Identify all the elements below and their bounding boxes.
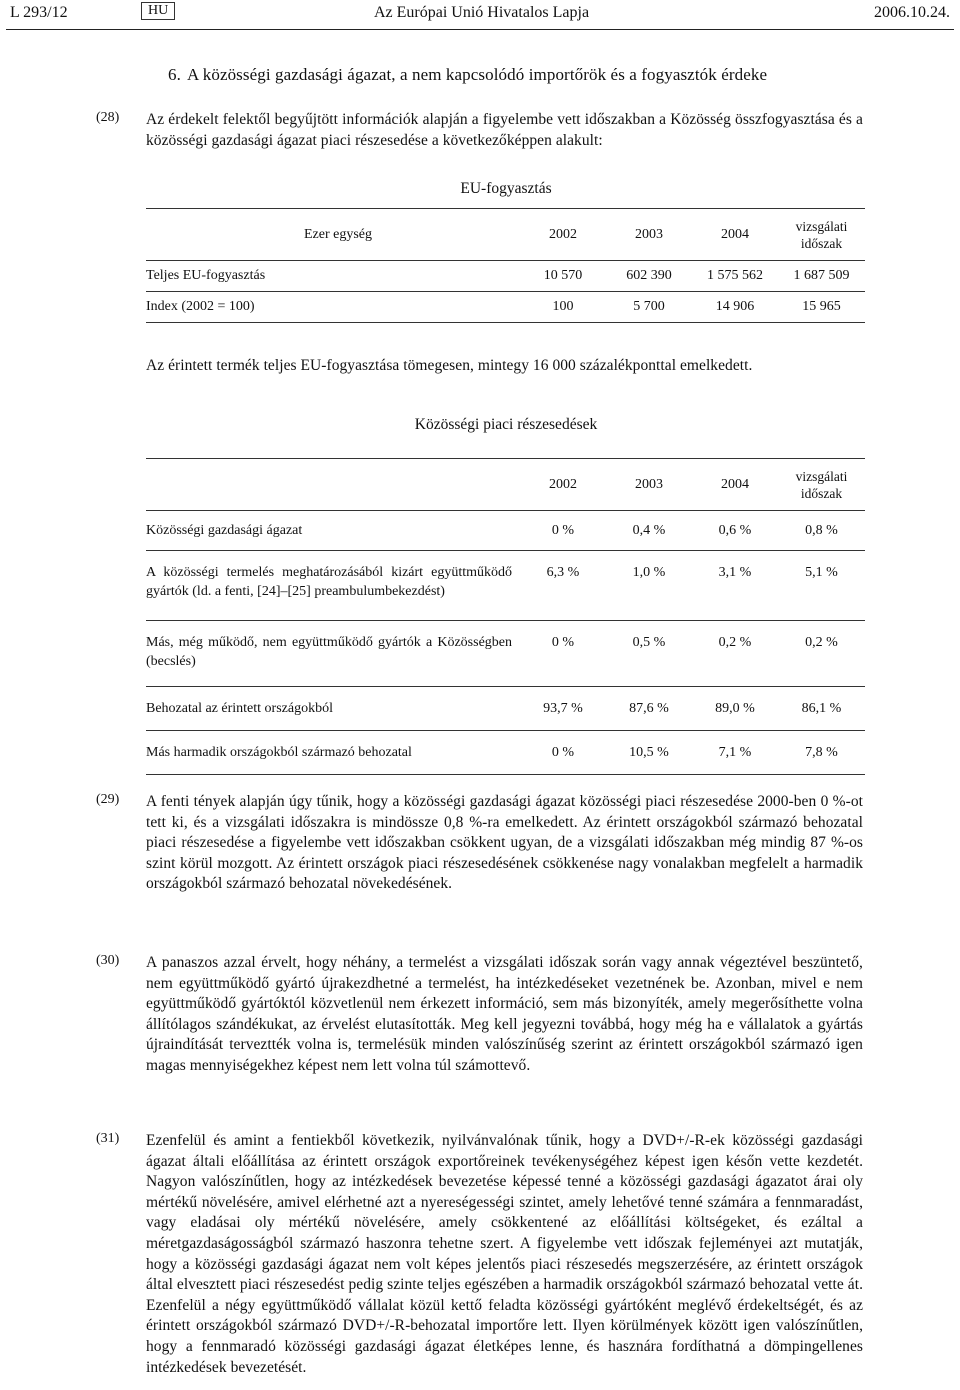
- page-number: L 293/12: [10, 4, 68, 21]
- table1-caption: EU-fogyasztás: [460, 180, 552, 197]
- row-label: Teljes EU-fogyasztás: [146, 261, 520, 292]
- table-row: [146, 292, 865, 323]
- row-label: Behozatal az érintett országokból: [146, 687, 520, 731]
- market-share-table: [146, 458, 865, 775]
- cell-value: 0,5 %: [606, 621, 692, 687]
- col-header-2004: 2004: [692, 459, 778, 511]
- section-number: 6.: [168, 65, 181, 84]
- col-header-2004: 2004: [692, 209, 778, 261]
- cell-value: 0,4 %: [606, 511, 692, 551]
- empty-header: [146, 459, 520, 511]
- cell-value: 5,1 %: [778, 551, 865, 621]
- cell-value: 6,3 %: [520, 551, 606, 621]
- cell-value: 1 575 562: [692, 261, 778, 292]
- section-title: [168, 65, 767, 85]
- cell-value: 0,8 %: [778, 511, 865, 551]
- table-row: [146, 621, 865, 687]
- row-label: Más, még működő, nem együttműködő gyártók a Közösségben (becslés): [146, 621, 520, 687]
- eu-consumption-table: [146, 208, 865, 323]
- cell-value: 0,2 %: [692, 621, 778, 687]
- paragraph-text: Ezenfelül és amint a fentiekből következik, nyilvánvalónak tűnik, hogy a DVD+/-R-ek közösségi gazdasági ágazat általi előállítása az érintett országok exportőreinek tevékenységéhez képest igen későn vette kezdetét. Nagyon valószínűtlen, hogy az intézkedések bevezetése képessé tenné a közösségi gazdasági ágazatot árai oly mértékű növelésére, amivel elérhetné azt a nyereségességi szintet, amely lehetővé tenné számára a fennmaradást, vagy eladásai oly mértékű növelésére, amely csökkentené az előállítási költségeket, és ezáltal a méretgazdaságosságból származó haszonra tehetne szert. A figyelembe vett időszak fejleményei azt mutatják, hogy a közösségi gazdasági ágazat nem volt képes jelentős piaci részesedés megszerzésére, az érintett országok által elvesztett piaci részesedést pedig szinte teljes egészében a harmadik országokból származó behozatal vette át. Ezenfelül a négy együttműködő vállalat közül kettő feladta közösségi gyártóként meglévő érdekeltségét, és az érintett országokból származó DVD+/-R-behozatal importőre lett. Ilyen körülmények között igen valószínűtlen, hogy a fennmaradó közösségi gazdasági ágazat életképes lenne, és hasznára fordíthatná a dömpingellenes intézkedések bevezetését.: [146, 1132, 863, 1376]
- cell-value: 5 700: [606, 292, 692, 323]
- unit-header: Ezer egység: [146, 209, 520, 261]
- header-rule: [6, 29, 954, 30]
- cell-value: 0,2 %: [778, 621, 865, 687]
- col-header-2002: 2002: [520, 209, 606, 261]
- cell-value: 0 %: [520, 621, 606, 687]
- paragraph-text: A panaszos azzal érvelt, hogy néhány, a termelést a vizsgálati időszak során vagy annak végeztével beszüntető, nem együttműködő gyártó újrakezdhetné a termelést, ha intézkedéseket vezetnének be. Azonban, mivel e nem együttműködő gyártóktól közvetlenül nem érkezett információ, sem más bizonyíték, amely megerősíthette volna állítólagos szándékukat, az érvelést elutasították. Meg kell jegyezni továbbá, hogy még ha e vállalatok a gyártás újraindítását terveztték volna is, termelésük minden valószínűség szerint az érintett országokból származó igen magas mennyiségekhez képest nem lett volna túl számottevő.: [146, 954, 863, 1074]
- table-header-row: [146, 209, 865, 261]
- cell-value: 89,0 %: [692, 687, 778, 731]
- table-row: [146, 551, 865, 621]
- cell-value: 87,6 %: [606, 687, 692, 731]
- consumption-note: [96, 356, 862, 377]
- cell-value: 100: [520, 292, 606, 323]
- cell-value: 15 965: [778, 292, 865, 323]
- col-header-2002: 2002: [520, 459, 606, 511]
- paragraph-29: [96, 792, 862, 895]
- cell-value: 602 390: [606, 261, 692, 292]
- cell-value: 1 687 509: [778, 261, 865, 292]
- cell-value: 0 %: [520, 731, 606, 775]
- col-header-2003: 2003: [606, 209, 692, 261]
- cell-value: 7,8 %: [778, 731, 865, 775]
- cell-value: 86,1 %: [778, 687, 865, 731]
- row-label: Közösségi gazdasági ágazat: [146, 511, 520, 551]
- col-header-investigation-period: vizsgálati időszak: [778, 459, 865, 511]
- note-text: Az érintett termék teljes EU-fogyasztása tömegesen, mintegy 16 000 százalékponttal emelkedett.: [146, 357, 753, 374]
- paragraph-text: A fenti tények alapján úgy tűnik, hogy a közösségi gazdasági ágazat közösségi piaci részesedése 2000-ben 0 %-ot tett ki, és a vizsgálati időszakra is mindössze 0,8 %-ra emelkedett. Az érintett országokból származó behozatal piaci részesedése a figyelembe vett időszakban csökkent ugyan, de a vizsgálati időszakban még mindig 87 %-os szint körül mozgott. Az érintett országok piaci részesedésének csökkenése nagy vonalakban megfelelt a harmadik országokból származó behozatal növekedésének.: [146, 793, 863, 893]
- section-heading: A közösségi gazdasági ágazat, a nem kapcsolódó importőrök és a fogyasztók érdeke: [186, 65, 768, 84]
- paragraph-number: (29): [96, 792, 120, 807]
- journal-title: Az Európai Unió Hivatalos Lapja: [374, 4, 590, 21]
- table-row: [146, 511, 865, 551]
- cell-value: 14 906: [692, 292, 778, 323]
- paragraph-31: [96, 1131, 862, 1378]
- paragraph-text: Az érdekelt felektől begyűjtött információk alapján a figyelembe vett időszakban a Közösség összfogyasztása és a közösségi gazdasági ágazat piaci részesedése a következőképpen alakult:: [146, 111, 863, 149]
- paragraph-number: (28): [96, 110, 120, 125]
- row-label: A közösségi termelés meghatározásából kizárt együttműködő gyártók (ld. a fenti, [24]–[25] preambulumbekezdést): [146, 551, 520, 621]
- cell-value: 0,6 %: [692, 511, 778, 551]
- table-header-row: [146, 459, 865, 511]
- col-header-2003: 2003: [606, 459, 692, 511]
- issue-date: 2006.10.24.: [874, 4, 950, 21]
- row-label: Más harmadik országokból származó behozatal: [146, 731, 520, 775]
- table-row: [146, 261, 865, 292]
- cell-value: 7,1 %: [692, 731, 778, 775]
- table-row: [146, 731, 865, 775]
- table2-caption: Közösségi piaci részesedések: [414, 416, 598, 433]
- paragraph-number: (31): [96, 1131, 120, 1146]
- table-row: [146, 687, 865, 731]
- paragraph-30: [96, 953, 862, 1077]
- language-badge: HU: [141, 2, 175, 20]
- cell-value: 10,5 %: [606, 731, 692, 775]
- col-header-investigation-period: vizsgálati időszak: [778, 209, 865, 261]
- cell-value: 10 570: [520, 261, 606, 292]
- cell-value: 1,0 %: [606, 551, 692, 621]
- paragraph-number: (30): [96, 953, 120, 968]
- cell-value: 93,7 %: [520, 687, 606, 731]
- page-header: [6, 0, 954, 30]
- row-label: Index (2002 = 100): [146, 292, 520, 323]
- paragraph-28: [96, 110, 862, 151]
- cell-value: 0 %: [520, 511, 606, 551]
- cell-value: 3,1 %: [692, 551, 778, 621]
